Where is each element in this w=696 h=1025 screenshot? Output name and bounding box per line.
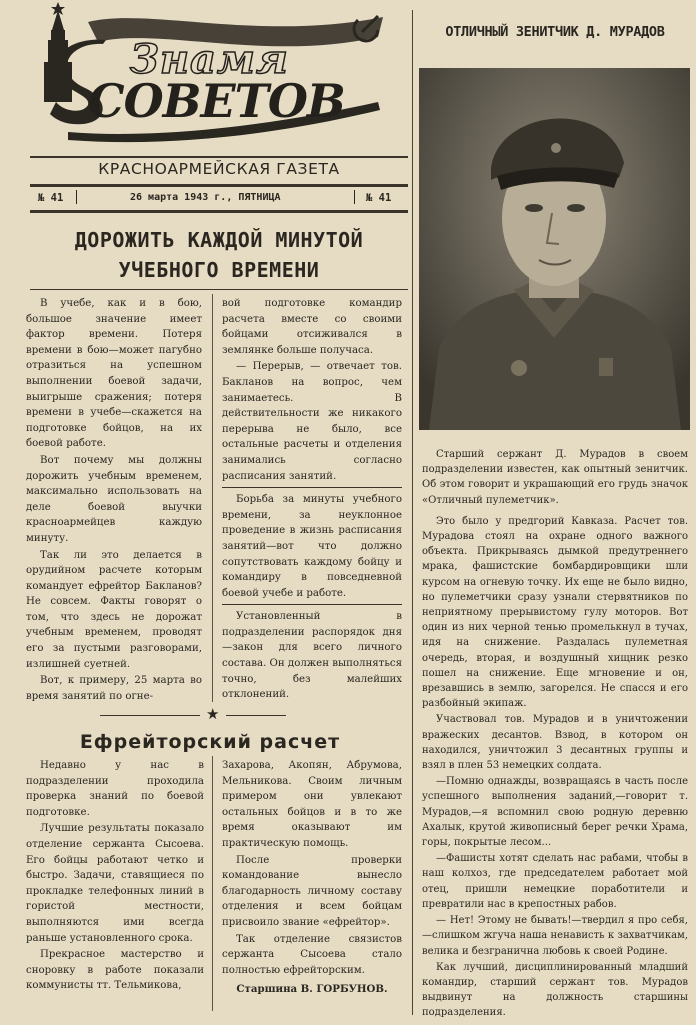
masthead-rule-bottom xyxy=(30,210,408,213)
article1-column-1 xyxy=(26,296,202,705)
article1-headline-line2: УЧЕБНОГО ВРЕМЕНИ xyxy=(118,258,320,282)
article3-headline: ОТЛИЧНЫЙ ЗЕНИТЧИК Д. МУРАДОВ xyxy=(445,24,665,40)
article1-column-2 xyxy=(222,296,402,704)
article2-paragraph: Недавно у нас в подразделении проходила проверка знаний по боевой подготовке. xyxy=(26,760,204,818)
article2-paragraph: Так отделение связистов сержанта Сысоева стало полностью ефрейторским. xyxy=(222,933,402,976)
article1-paragraph: — Перерыв, — отвечает тов. Бакланов на вопрос, чем занимаетесь. В действительности же никакого перерыва не было, все остальные расчеты и отделения занимались согласно расписания занятий. xyxy=(222,361,402,482)
article1-inner-rule xyxy=(222,487,402,488)
article2-signature: Старшина В. ГОРБУНОВ. xyxy=(236,983,388,996)
article1-inner-rule xyxy=(222,604,402,605)
article1-headline-line1: ДОРОЖИТЬ КАЖДОЙ МИНУТОЙ xyxy=(74,228,364,252)
article1-paragraph: Вот, к примеру, 25 марта во время занятий по огне- xyxy=(26,675,202,702)
separator-rule-right xyxy=(226,715,286,716)
article2-column-1 xyxy=(26,758,204,995)
masthead xyxy=(0,0,410,218)
article2-paragraph: Прекрасное мастерство и сноровку в работе показали коммунисты тт. Тельмикова, xyxy=(26,949,204,992)
logo-title-line2: СОВЕТОВ xyxy=(88,74,345,128)
article1-paragraph: Борьба за минуты учебного времени, за неуклонное проведение в жизнь расписания занятий—вот что должно сопутствовать каждому бойцу и командиру в повседневной боевой учебе и работе. xyxy=(222,494,402,599)
article3-body xyxy=(422,447,688,1022)
article2-paragraph: Лучшие результаты показало отделение сержанта Сысоева. Его бойцы работают четко и быстро. Задачи, ставящиеся по прокладке телефонных линий в гористой местности, выполняются ими всегда раньше установленного срока. xyxy=(26,823,204,944)
issue-divider-left xyxy=(76,190,77,204)
article3-paragraph: — Нет! Этому не бывать!—твердил я про себя,—слишком жгуча наша ненависть к захватчикам, велика и безгранична любовь к своей Родине. xyxy=(422,915,688,957)
logo-title-line1: Знамя xyxy=(130,36,289,83)
article3-paragraph: Как лучший, дисциплинированный младший командир, старший сержант тов. Мурадов выдвинут на должность старшины подразделения. xyxy=(422,961,688,1019)
article1-headline-rule xyxy=(30,289,408,290)
issue-number-right: № 41 xyxy=(366,192,392,204)
article1-column-rule xyxy=(212,294,213,702)
separator-rule-left xyxy=(100,715,200,716)
article3-paragraph: —Помню однажды, возвращаясь в часть после успешного выполнения заданий,—говорит т. Мурадов,—я вспомнил свою родную деревню Ахалык, крутой живописный берег речки Храма, горы, покрытые лесом... xyxy=(422,776,688,849)
article2-headline: Ефрейторский расчет xyxy=(79,731,341,753)
article2-column-rule xyxy=(212,756,213,1011)
article1-paragraph: Установленный в подразделении распорядок дня—закон для всего личного состава. Он должен выполняться точно, без малейших отклонений. xyxy=(222,611,402,701)
page-divider xyxy=(412,10,413,1015)
masthead-rule-top xyxy=(30,156,408,158)
separator-star: ★ xyxy=(206,705,220,723)
issue-number-left: № 41 xyxy=(38,192,64,204)
portrait-photo xyxy=(419,68,690,430)
article1-paragraph: Так ли это делается в орудийном расчете которым командует ефрейтор Бакланов? Не совсем. Факты говорят о том, что здесь не дорожат учебным временем, проводят его за пустыми разговорами, излишней суетней. xyxy=(26,549,202,670)
issue-divider-right xyxy=(354,190,355,204)
article2-column-2 xyxy=(222,758,402,998)
article1-paragraph: вой подготовке командир расчета вместе со своими бойцами отсиживался в землянке больше получаса. xyxy=(222,298,402,356)
issue-date: 26 марта 1943 г., ПЯТНИЦА xyxy=(130,192,281,203)
article1-paragraph: В учебе, как и в бою, большое значение имеет фактор времени. Потеря времени в бою—может пагубно отразиться на успешном выполнении боевой задачи, выигрыше сражения; потеря времени в учебе—скажется на подготовке бойцов, на их боевой работе. xyxy=(26,298,202,450)
masthead-subtitle: КРАСНОАРМЕЙСКАЯ ГАЗЕТА xyxy=(98,160,340,178)
article1-paragraph: Вот почему мы должны дорожить учебным временем, максимально использовать на деле боевой выучки красноармейцев каждую минуту. xyxy=(26,454,202,544)
article3-caption: Старший сержант Д. Мурадов в своем подразделении известен, как опытный зенитчик. Об этом говорит и украшающий его грудь значок «Отличный пулеметчик». xyxy=(422,449,688,506)
article3-paragraph: —Фашисты хотят сделать нас рабами, чтобы в наш колхоз, где председателем работает мой отец, пришли немецкие поработители и превратили нас в крепостных рабов. xyxy=(422,853,688,910)
article3-paragraph: Это было у предгорий Кавказа. Расчет тов. Мурадова стоял на охране одного важного объекта. Прикрываясь дымкой предутреннего мрака, фашистские бомбардировщики шли курсом на огневую точку. Их еще не было видно, но пулеметчики сразу узнали стервятников по неприятному прерывистому гулу моторов. Вот один из них черной тенью промелькнул в тучах, идя на снижение. Раздалась пулеметная очередь, вторая, и воздушный хищник резко пошел на снижение. Еще мгновение и он, врезавшись в землю, загорелся. Не спасся и его разбойный экипаж. xyxy=(422,515,688,710)
article3-paragraph: Участвовал тов. Мурадов и в уничтожении вражеских десантов. Взвод, в котором он находился, уничтожил 3 десантных группы и взял в плен 53 немецких солдата. xyxy=(422,714,688,772)
article2-paragraph: Захарова, Акопян, Абрумова, Мельникова. Своим личным примером они увлекают остальных бойцов и в то же время оказывают им практическую помощь. xyxy=(222,760,402,849)
masthead-rule-mid xyxy=(30,184,408,187)
article2-paragraph: После проверки командование вынесло благодарность личному составу отделения и всем бойцам присвоило звание «ефрейтор». xyxy=(222,854,402,928)
